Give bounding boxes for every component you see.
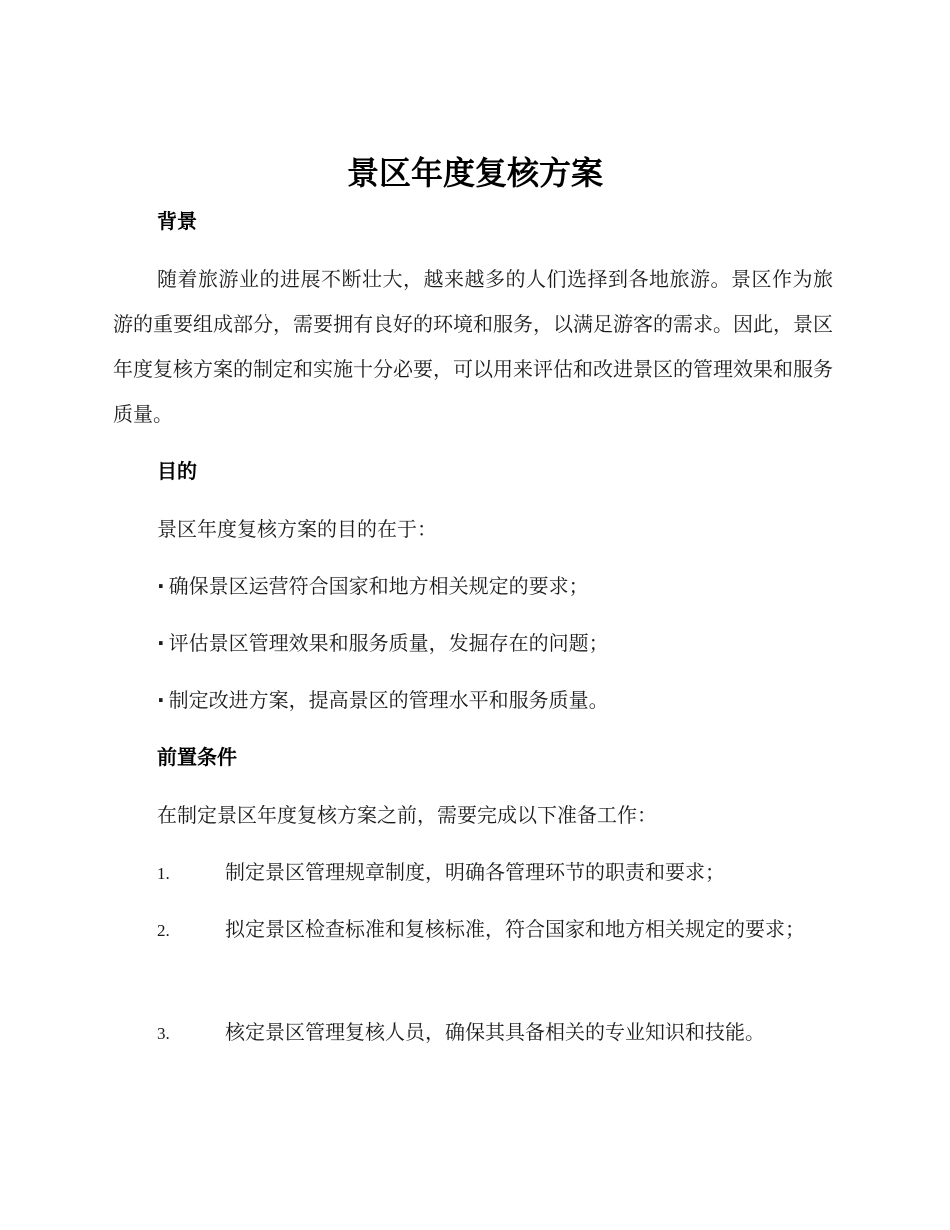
section-heading-background: 背景 (157, 209, 197, 233)
bullet-dot-icon: · (157, 574, 165, 598)
item-text: 拟定景区检查标准和复核标准，符合国家和地方相关规定的要求； (225, 917, 805, 941)
item-number: 3. (157, 1024, 170, 1043)
item-text: 制定景区管理规章制度，明确各管理环节的职责和要求； (225, 860, 725, 884)
section-heading-purpose: 目的 (157, 459, 197, 483)
bullet-text: 制定改进方案，提高景区的管理水平和服务质量。 (168, 688, 609, 712)
item-number: 2. (157, 921, 170, 940)
prerequisites-intro: 在制定景区年度复核方案之前，需要完成以下准备工作： (157, 803, 657, 827)
document-title: 景区年度复核方案 (346, 154, 603, 192)
item-number: 1. (157, 864, 170, 883)
bullet-item (157, 571, 589, 601)
bullet-item (157, 685, 609, 715)
purpose-intro: 景区年度复核方案的目的在于： (157, 517, 437, 541)
bullet-dot-icon: · (157, 688, 165, 712)
bullet-dot-icon: · (157, 631, 165, 655)
numbered-item (113, 844, 833, 902)
background-paragraph: 随着旅游业的进展不断壮大，越来越多的人们选择到各地旅游。景区作为旅游的重要组成部分，需要拥有良好的环境和服务，以满足游客的需求。因此，景区年度复核方案的制定和实施十分必要，可以用来评估和改进景区的管理效果和服务质量。 (113, 267, 833, 426)
bullet-text: 确保景区运营符合国家和地方相关规定的要求； (168, 574, 589, 598)
numbered-item (113, 901, 833, 959)
section-heading-prerequisites: 前置条件 (157, 745, 237, 769)
bullet-item (157, 628, 609, 658)
bullet-text: 评估景区管理效果和服务质量，发掘存在的问题； (168, 631, 609, 655)
numbered-item (113, 1004, 833, 1062)
item-text: 核定景区管理复核人员，确保其具备相关的专业知识和技能。 (225, 1020, 765, 1044)
